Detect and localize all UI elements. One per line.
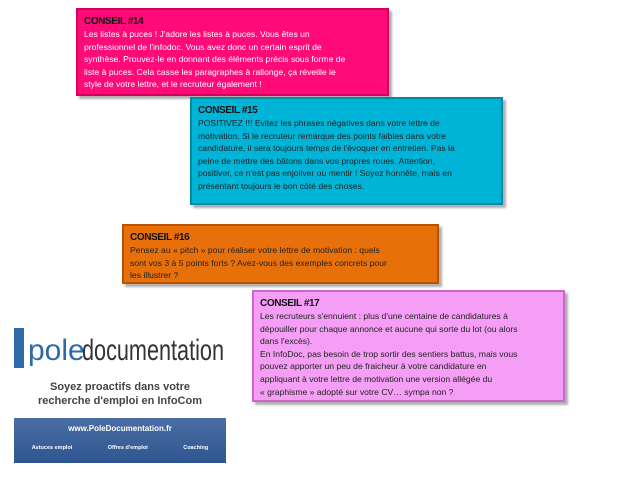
tip-16-card xyxy=(122,224,439,284)
tip-16-body: Pensez au « pitch » pour réaliser votre lettre de motivation : quels sont vos 3 à 5 points forts ? Avez-vous des exemples concrets pour les illustrer ? xyxy=(130,245,387,281)
tip-17-title: CONSEIL #17 xyxy=(260,298,320,309)
tagline-line-2: recherche d'emploi en InfoCom xyxy=(38,395,202,407)
logo-text-documentation: documentation xyxy=(82,334,224,367)
logo-bar-icon xyxy=(14,328,24,368)
pole-documentation-banner xyxy=(14,322,226,463)
logo-text-pole: pole xyxy=(28,334,85,367)
link-astuces-emploi[interactable]: Astuces emploi xyxy=(31,445,73,451)
pole-documentation-logo xyxy=(14,322,226,374)
banner-links xyxy=(14,445,226,451)
tip-14-title: CONSEIL #14 xyxy=(84,16,144,27)
tip-15-body: POSITIVEZ !!! Evitez les phrases négatives dans votre lettre de motivation. Si le recruteur remarque des points faibles dans votre candidature, il sera toujours temps de l'évoquer en entretien. Pas la peine de mettre des bâtons dans vos propres roues. Attention, positiver, ce n'est pas enjoliver ou mentir ! Soyez honnête, mais en présentant toujours le bon côté des choses. xyxy=(198,118,455,191)
banner-url-link[interactable]: www.PoleDocumentation.fr xyxy=(68,424,172,433)
tip-14-card xyxy=(76,8,389,96)
tip-15-title: CONSEIL #15 xyxy=(198,105,258,116)
banner-tagline xyxy=(14,380,226,408)
tip-15-card xyxy=(190,97,503,205)
link-coaching[interactable]: Coaching xyxy=(183,445,209,451)
tip-17-card xyxy=(252,290,565,402)
tip-14-body: Les listes à puces ! J'adore les listes à puces. Vous êtes un professionnel de l'infodoc. Vous avez donc un certain esprit de synthèse. Prouvez-le en donnant des éléments précis sous forme de liste à puces. Cela casse les paragraphes à rallonge, ça réveille le style de votre lettre, et le recruteur également ! xyxy=(84,29,346,90)
banner-link-bar xyxy=(14,418,226,463)
tip-16-title: CONSEIL #16 xyxy=(130,232,190,243)
tip-17-body: Les recruteurs s'ennuient : plus d'une centaine de candidatures à dépouiller pour chaque annonce et aucune qui sorte du lot (ou alors dans l'excès). En InfoDoc, pas besoin de trop sortir des sentiers battus, mais vous pouvez apporter un peu de fraicheur à votre candidature en appliquant à votre lettre de motivation une version allégée du « graphisme » adopté sur votre CV… sympa non ? xyxy=(260,311,518,397)
link-offres-emploi[interactable]: Offres d'emploi xyxy=(107,445,148,451)
tagline-line-1: Soyez proactifs dans votre xyxy=(50,381,190,393)
